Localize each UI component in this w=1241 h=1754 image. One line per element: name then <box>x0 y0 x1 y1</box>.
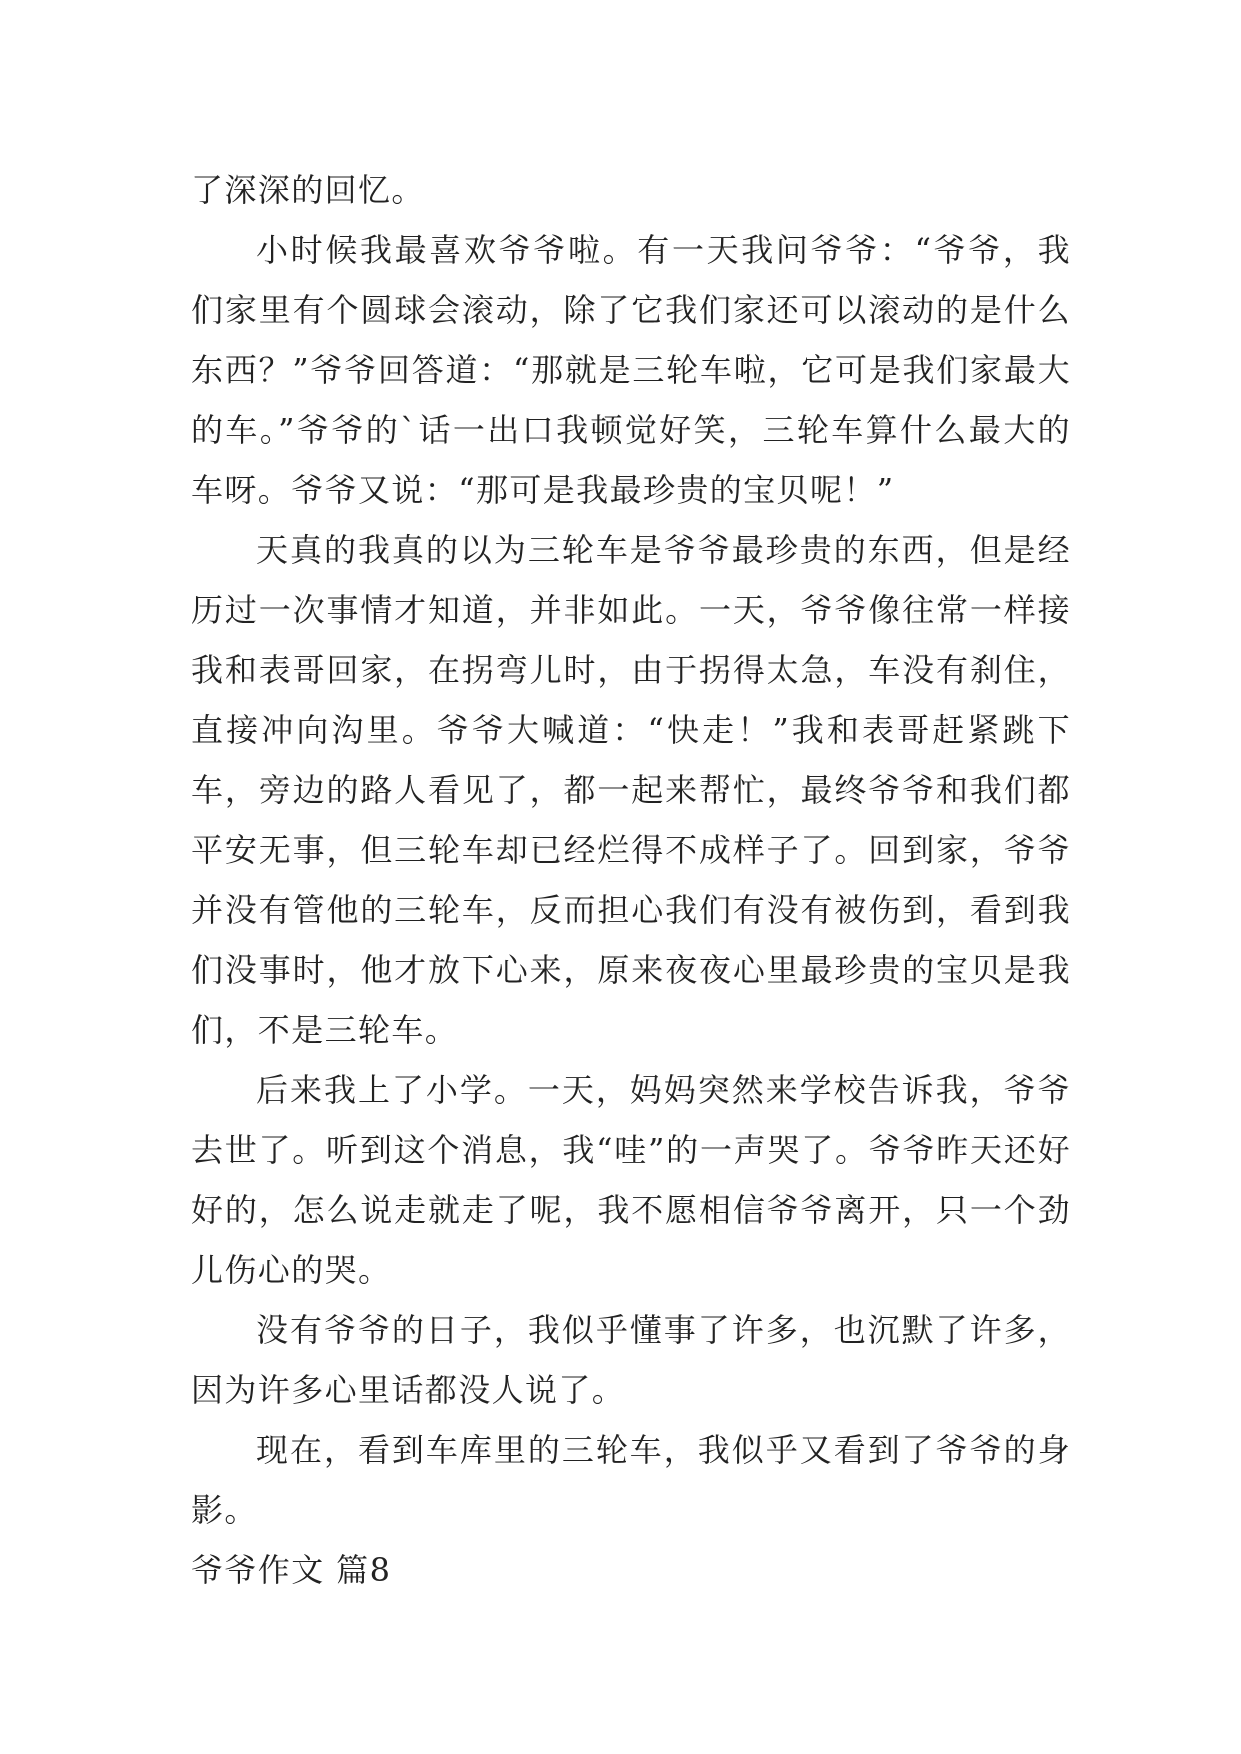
paragraph-now: 现在，看到车库里的三轮车，我似乎又看到了爷爷的身影。 <box>191 1431 1071 1529</box>
paragraph-continued: 了深深的回忆。 <box>191 171 425 209</box>
essay-body <box>191 160 1071 1600</box>
paragraph-tricycle-question: 小时候我最喜欢爷爷啦。有一天我问爷爷：“爷爷，我们家里有个圆球会滚动，除了它我们家还可以滚动的是什么东西？”爷爷回答道：“那就是三轮车啦，它可是我们家最大的车。”爷爷的`话一出口我顿觉好笑，三轮车算什么最大的车呀。爷爷又说：“那可是我最珍贵的宝贝呢！” <box>191 231 1071 509</box>
paragraph-grandpa-passed: 后来我上了小学。一天，妈妈突然来学校告诉我，爷爷去世了。听到这个消息，我“哇”的一声哭了。爷爷昨天还好好的，怎么说走就走了呢，我不愿相信爷爷离开，只一个劲儿伤心的哭。 <box>191 1071 1071 1289</box>
paragraph-accident: 天真的我真的以为三轮车是爷爷最珍贵的东西，但是经历过一次事情才知道，并非如此。一天，爷爷像往常一样接我和表哥回家，在拐弯儿时，由于拐得太急，车没有刹住，直接冲向沟里。爷爷大喊道：“快走！”我和表哥赶紧跳下车，旁边的路人看见了，都一起来帮忙，最终爷爷和我们都平安无事，但三轮车却已经烂得不成样子了。回到家，爷爷并没有管他的三轮车，反而担心我们有没有被伤到，看到我们没事时，他才放下心来，原来夜夜心里最珍贵的宝贝是我们，不是三轮车。 <box>191 531 1071 1049</box>
section-heading: 爷爷作文 篇8 <box>191 1551 392 1589</box>
paragraph-days-without-grandpa: 没有爷爷的日子，我似乎懂事了许多，也沉默了许多，因为许多心里话都没人说了。 <box>191 1311 1071 1409</box>
